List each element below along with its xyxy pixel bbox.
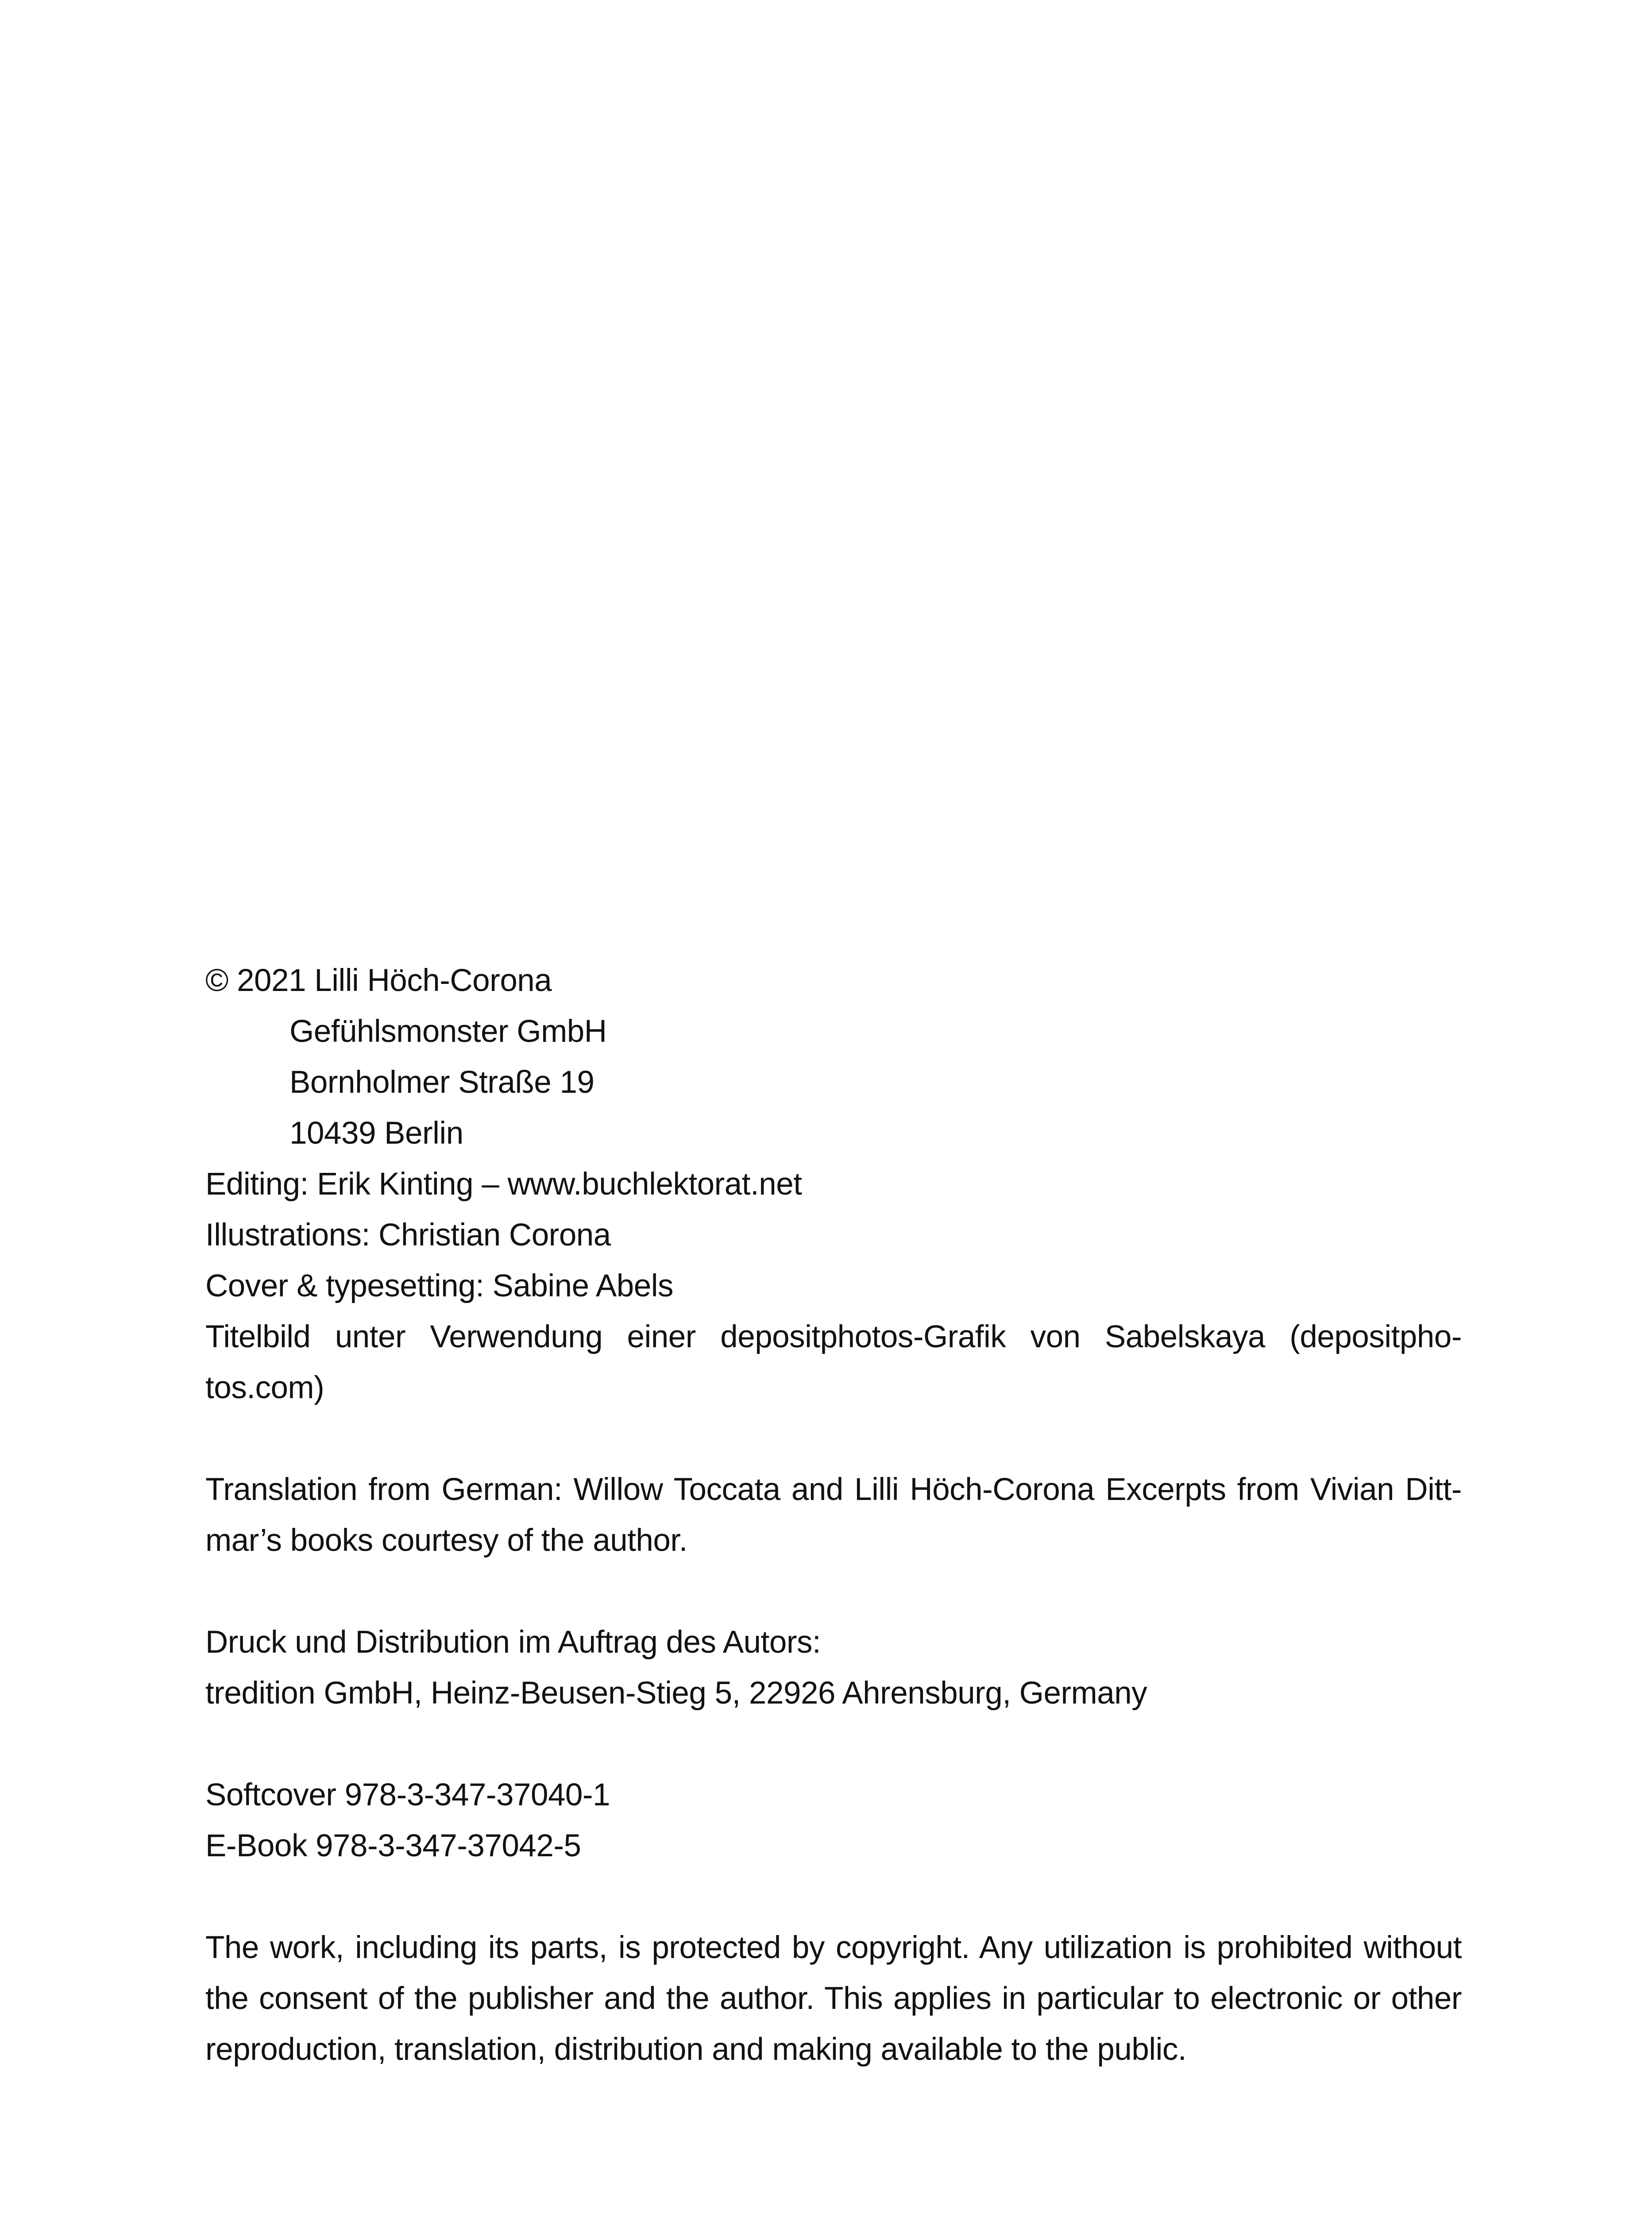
imprint-block xyxy=(205,955,1462,2075)
cover-image-credit-line1: Titelbild unter Verwendung einer depositphotos-Grafik von Sabelskaya (depositpho- xyxy=(205,1319,1462,1354)
printing-credit-line1: Druck und Distribution im Auftrag des Autors: xyxy=(205,1625,821,1660)
publisher-city: 10439 Berlin xyxy=(289,1116,463,1151)
spacer xyxy=(205,1719,1462,1770)
isbn-softcover: Softcover 978-3-347-37040-1 xyxy=(205,1777,610,1812)
spacer xyxy=(205,1566,1462,1617)
illustrations-credit: Illustrations: Christian Corona xyxy=(205,1218,611,1253)
rights-notice-line1: The work, including its parts, is protected by copyright. Any utilization is prohibited without xyxy=(205,1930,1462,1965)
copyright-line: © 2021 Lilli Höch-Corona xyxy=(205,963,552,998)
cover-image-credit-line2: tos.com) xyxy=(205,1370,324,1405)
rights-notice-line2: the consent of the publisher and the author. This applies in particular to electronic or other xyxy=(205,1981,1462,2016)
translation-credit-line1: Translation from German: Willow Toccata and Lilli Höch-Corona Excerpts from Vivian Ditt- xyxy=(205,1472,1462,1507)
printing-credit-line2: tredition GmbH, Heinz-Beusen-Stieg 5, 22926 Ahrensburg, Germany xyxy=(205,1676,1147,1711)
publisher-name: Gefühlsmonster GmbH xyxy=(289,1014,607,1049)
isbn-ebook: E-Book 978-3-347-37042-5 xyxy=(205,1828,581,1863)
translation-credit-line2: mar’s books courtesy of the author. xyxy=(205,1523,687,1558)
spacer xyxy=(205,1871,1462,1922)
rights-notice-line3: reproduction, translation, distribution and making available to the public. xyxy=(205,2032,1187,2067)
spacer xyxy=(205,1413,1462,1464)
cover-credit: Cover & typesetting: Sabine Abels xyxy=(205,1268,674,1303)
editing-credit: Editing: Erik Kinting – www.buchlektorat.net xyxy=(205,1167,802,1202)
publisher-street: Bornholmer Straße 19 xyxy=(289,1065,594,1100)
